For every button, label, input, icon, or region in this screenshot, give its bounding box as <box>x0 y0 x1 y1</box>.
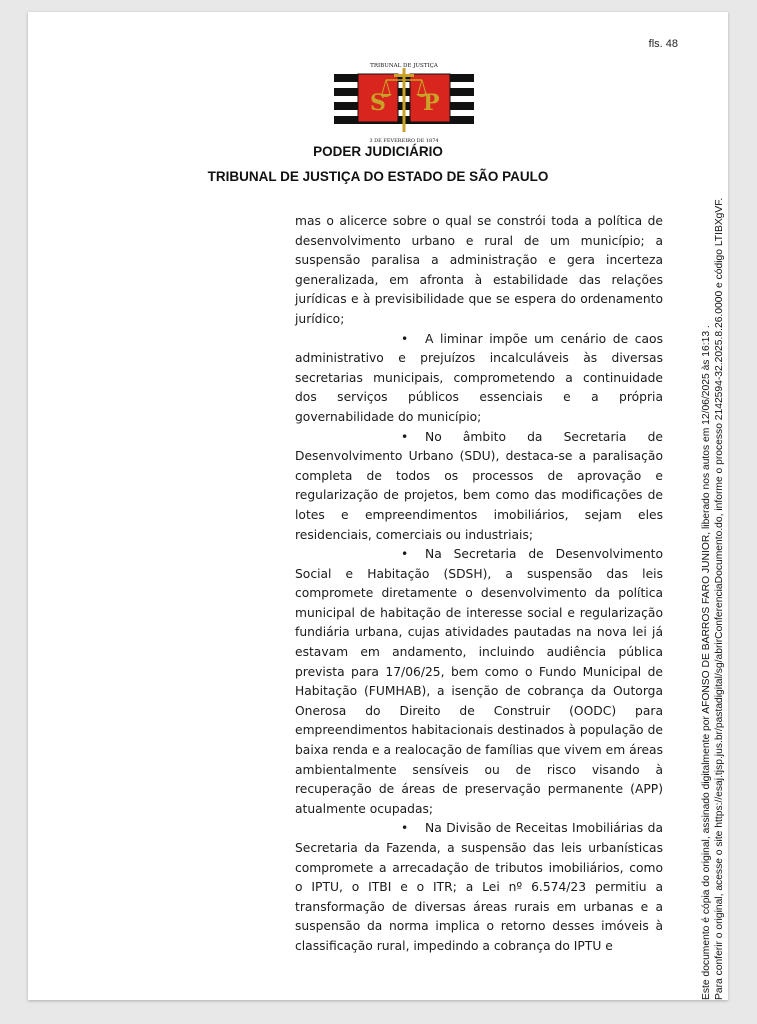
digital-signature-note <box>700 160 740 1000</box>
paragraph-text: Na Divisão de Receitas Imobiliárias da Secretaria da Fazenda, a suspensão das leis urbanísticas compromete a arrecadação de tributos imobiliários, como o IPTU, o ITBI e o ITR; a Lei nº 6.574/23 permitiu a transformação de diversas áreas rurais em urbanas e a suspensão da norma implica o retorno desses imóveis à classificação rural, impedindo a cobrança do IPTU e <box>295 821 663 953</box>
bullet-icon: • <box>401 547 409 562</box>
bullet-paragraph <box>295 545 663 819</box>
seal-emblem-icon <box>334 60 474 148</box>
seal-top-text: TRIBUNAL DE JUSTIÇA <box>370 63 438 69</box>
seal-letter-right: P <box>423 90 440 116</box>
page-number: fls. 48 <box>648 38 678 50</box>
paragraph-text: Na Secretaria de Desenvolvimento Social e Habitação (SDSH), a suspensão das leis compromete diretamente o desenvolvimento da política municipal de habitação de interesse social e regularização fundiária urbana, cujas atividades pautadas na nova lei já estavam em andamento, incluindo audiência pública prevista para 17/06/25, bem como o Fundo Municipal de Habitação (FUMHAB), a isenção de cobrança da Outorga Onerosa do Direito de Construir (OODC) para empreendimentos habitacionais destinados à população de baixa renda e a realocação de famílias que vivem em áreas ambientalmente sensíveis ou de risco visando à recuperação de áreas de preservação permanente (APP) atualmente ocupadas; <box>295 547 663 816</box>
bullet-icon: • <box>401 821 409 836</box>
document-page <box>28 12 728 1000</box>
bullet-paragraph <box>295 330 663 428</box>
tribunal-seal-logo <box>334 60 474 148</box>
bullet-paragraph <box>295 819 663 956</box>
header-tribunal: TRIBUNAL DE JUSTIÇA DO ESTADO DE SÃO PAULO <box>207 169 549 184</box>
signature-line-1: Este documento é cópia do original, assinado digitalmente por AFONSO DE BARROS FARO JUNIOR, liberado nos autos em 12/06/2025 às 16:13 . <box>701 325 712 1000</box>
paragraph <box>295 212 663 330</box>
bullet-icon: • <box>401 331 409 346</box>
paragraph-text: A liminar impõe um cenário de caos administrativo e prejuízos incalculáveis às diversas secretarias municipais, comprometendo a continuidade dos serviços públicos essenciais e a própria governabilidade do município; <box>295 331 663 424</box>
document-body <box>295 212 663 957</box>
bullet-icon: • <box>401 429 409 444</box>
signature-line-2: Para conferir o original, acesse o site https://esaj.tjsp.jus.br/pastadigital/sg/abrirConferenciaDocumento.do, informe o processo 2142594-32.2025.8.26.0000 e código LTIBXgVF. <box>714 197 725 1000</box>
bullet-paragraph <box>295 428 663 546</box>
header-poder-judiciario: PODER JUDICIÁRIO <box>313 144 443 159</box>
seal-letter-left: S <box>370 90 386 116</box>
paragraph-text: mas o alicerce sobre o qual se constrói toda a política de desenvolvimento urbano e rural de um município; a suspensão paralisa a administração e gera incerteza generalizada, em afronta à estabilidade das relações jurídicas e à previsibilidade que se espera do ordenamento jurídico; <box>295 214 663 326</box>
seal-bottom-text: 3 DE FEVEREIRO DE 1874 <box>369 138 439 144</box>
paragraph-text: No âmbito da Secretaria de Desenvolvimento Urbano (SDU), destaca-se a paralisação completa de todos os processos de aprovação e regularização de projetos, bem como das modificações de lotes e empreendimentos imobiliários, sejam eles residenciais, comerciais ou industriais; <box>295 429 663 542</box>
